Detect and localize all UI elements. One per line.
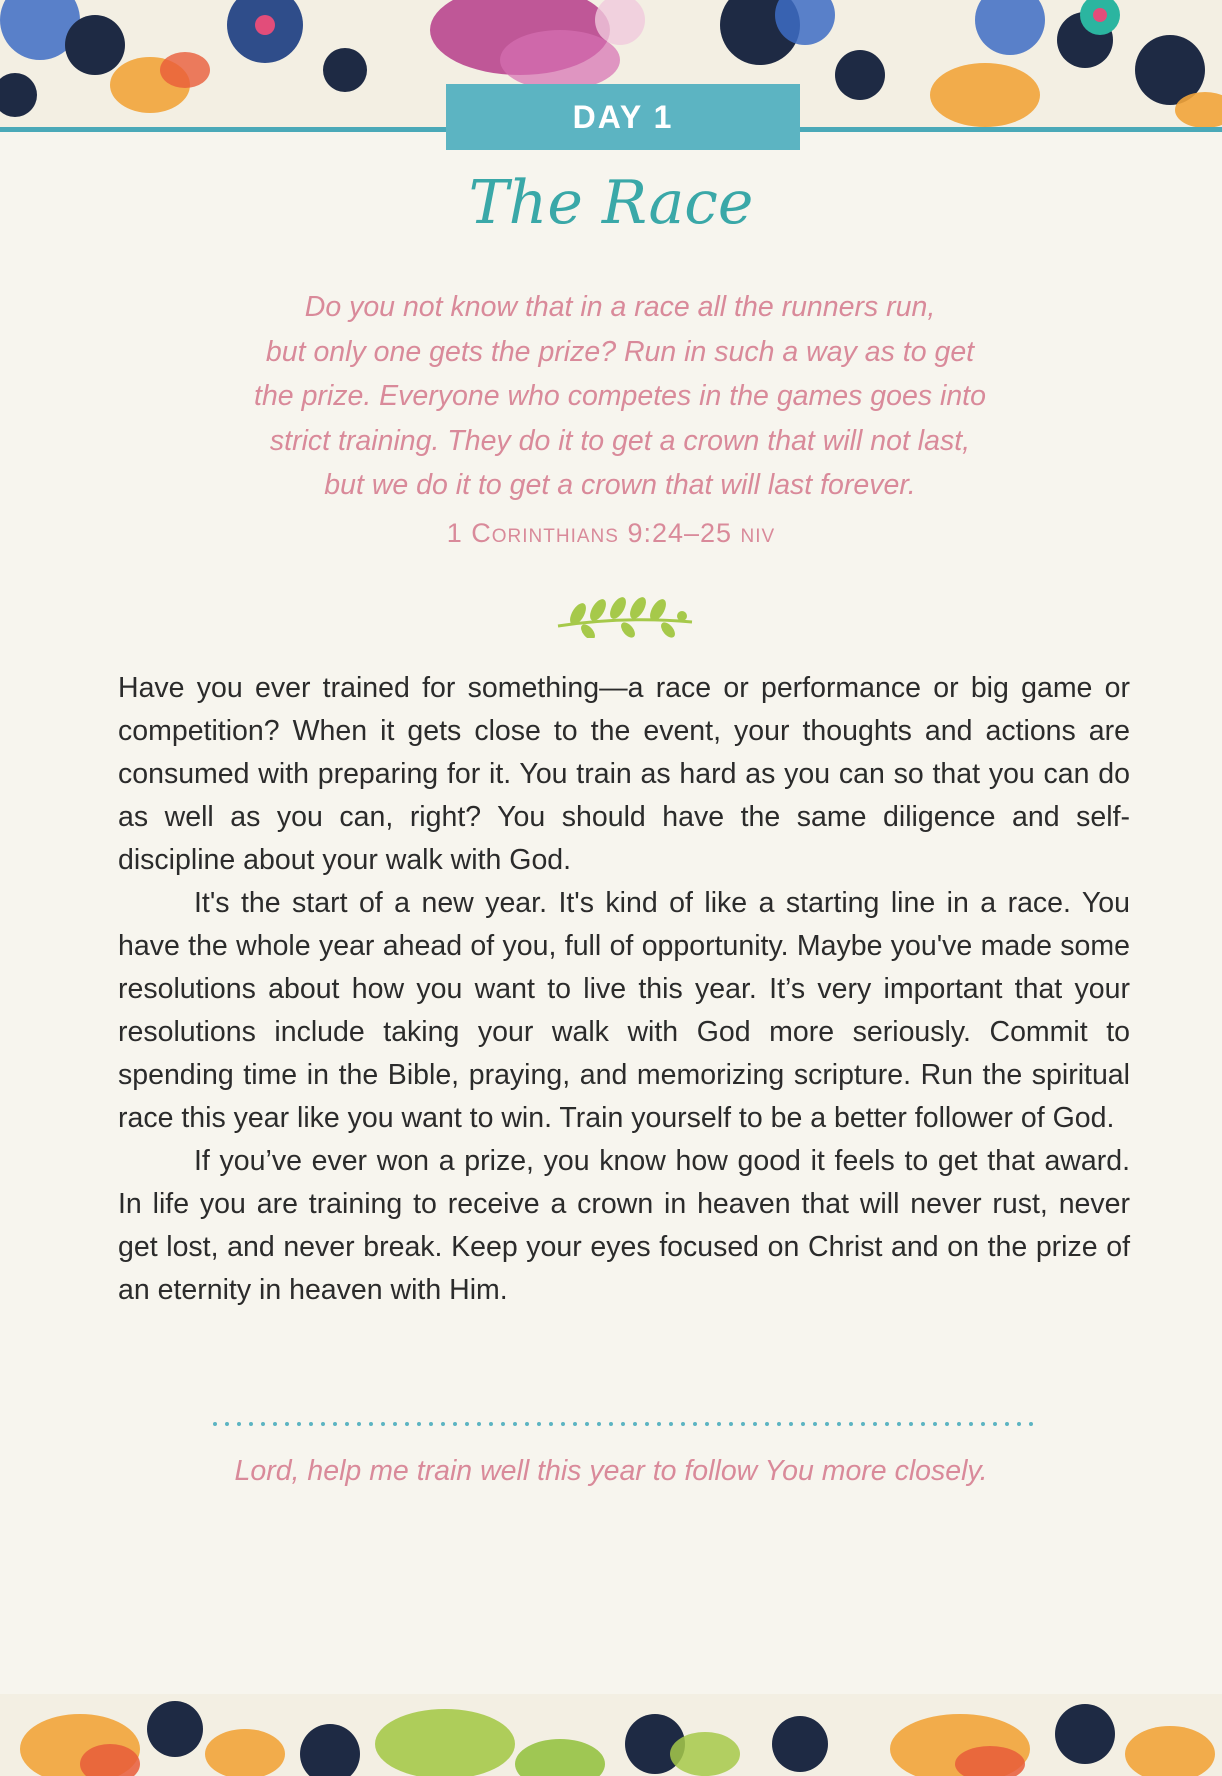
verse-line: but we do it to get a crown that will last forever. — [324, 469, 916, 501]
leaf-sprig-icon — [550, 586, 700, 638]
body-paragraph: Have you ever trained for something—a race or performance or big game or competition? When it gets close to the event, your thoughts and actions are consumed with preparing for it. You train as hard as you can so that you can do as well as you can, right? You should have the same diligence and self-discipline about your walk with God. — [118, 672, 1130, 876]
body-paragraph: If you’ve ever won a prize, you know how good it feels to get that award. In life you are training to receive a crown in heaven that will never rust, never get lost, and never break. Keep your eyes focused on Christ and on the prize of an eternity in heaven with Him. — [118, 1145, 1130, 1306]
devotion-title: The Race — [468, 168, 754, 238]
body-paragraph: It's the start of a new year. It's kind of like a starting line in a race. You have the whole year ahead of you, full of opportunity. Maybe you've made some resolutions about how you want to live this year. It’s very important that your resolutions include taking your walk with God more seriously. Commit to spending time in the Bible, praying, and memorizing scripture. Run the spiritual race this year like you want to win. Train yourself to be a better follower of God. — [118, 887, 1130, 1134]
dotted-divider — [212, 1418, 1042, 1430]
day-banner — [446, 84, 800, 150]
verse-line: but only one gets the prize? Run in such a way as to get — [265, 335, 975, 368]
devotion-body — [118, 667, 1130, 1312]
verse-line: Do you not know that in a race all the runners run, — [304, 291, 936, 323]
scripture-verse — [160, 285, 1080, 508]
verse-line: the prize. Everyone who competes in the games goes into — [254, 380, 986, 412]
verse-line: strict training. They do it to get a crown that will not last, — [269, 424, 971, 457]
floral-footer-illustration — [0, 1694, 1222, 1776]
scripture-reference: 1 Corinthians 9:24–25 niv — [446, 518, 776, 548]
day-label: DAY 1 — [572, 98, 674, 135]
closing-prayer: Lord, help me train well this year to follow You more closely. — [234, 1455, 988, 1487]
